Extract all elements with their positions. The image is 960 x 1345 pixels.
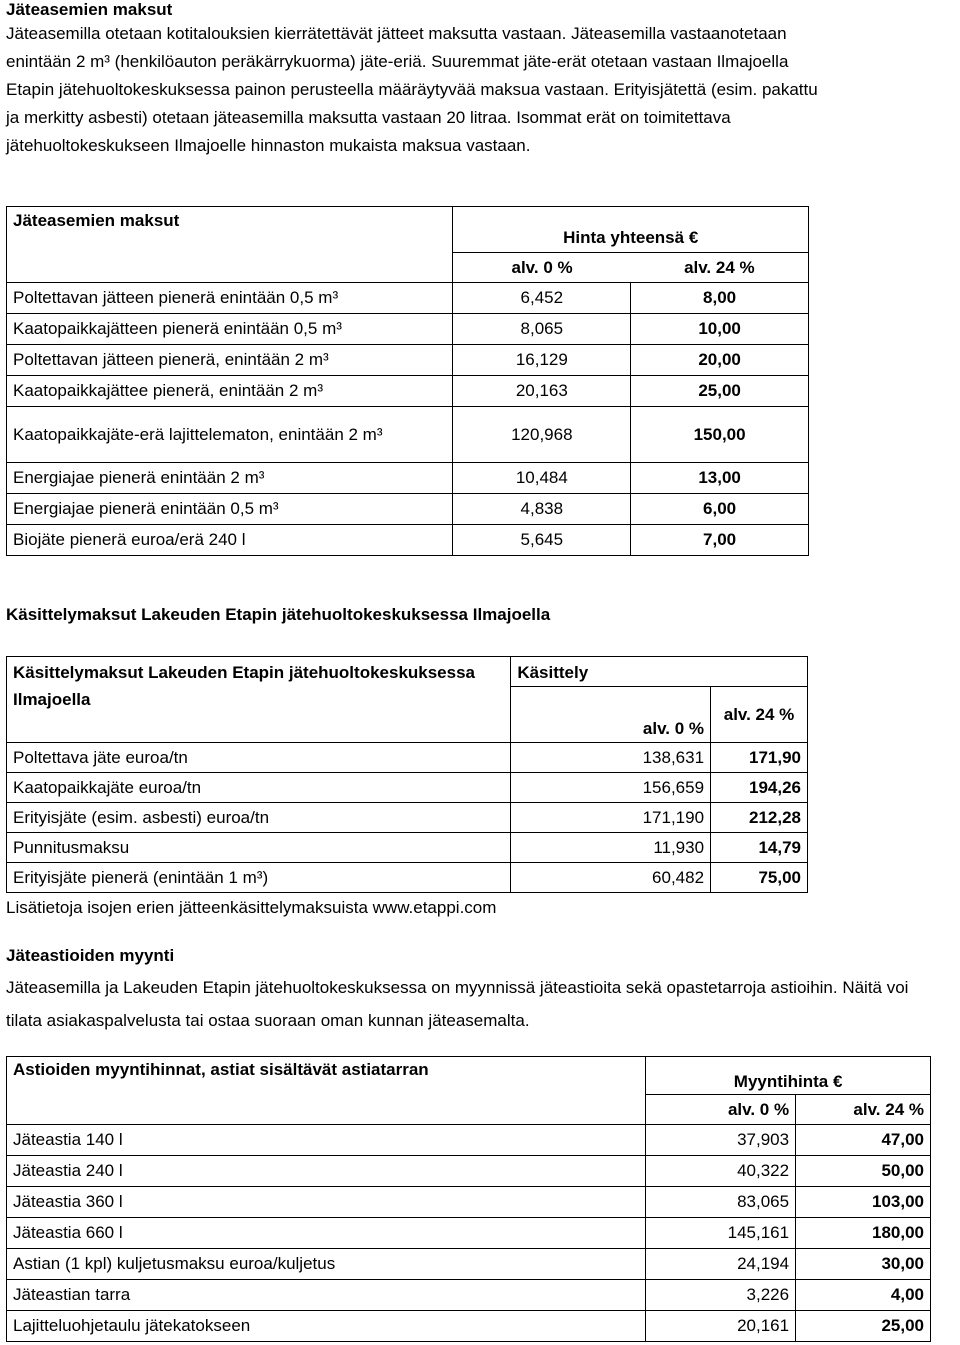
row-vat0: 20,161 [646, 1311, 796, 1342]
table-row [7, 376, 809, 407]
row-label: Biojäte pienerä euroa/erä 240 l [7, 525, 453, 556]
bin-prices-table [6, 1056, 931, 1342]
table-row [7, 743, 808, 773]
table-header-row [7, 657, 808, 687]
table-row [7, 407, 809, 463]
waste-station-fees-table [6, 206, 809, 556]
table-row [7, 1156, 931, 1187]
row-vat0: 138,631 [511, 743, 711, 773]
row-vat0: 83,065 [646, 1187, 796, 1218]
row-label: Astian (1 kpl) kuljetusmaksu euroa/kuljetus [7, 1249, 646, 1280]
row-label: Jäteastia 360 l [7, 1187, 646, 1218]
row-vat0: 171,190 [511, 803, 711, 833]
row-vat0: 11,930 [511, 833, 711, 863]
col-vat24: alv. 24 % [796, 1095, 931, 1125]
intro-paragraph [6, 20, 818, 160]
row-vat0: 20,163 [453, 376, 631, 407]
row-vat0: 5,645 [453, 525, 631, 556]
table-row [7, 283, 809, 314]
row-vat0: 40,322 [646, 1156, 796, 1187]
row-vat24: 47,00 [796, 1125, 931, 1156]
row-vat0: 145,161 [646, 1218, 796, 1249]
row-label: Energiajae pienerä enintään 0,5 m³ [7, 494, 453, 525]
table-row [7, 863, 808, 893]
intro-line: ja merkitty asbesti) otetaan jäteasemilla maksutta vastaan 20 litraa. Isommat erät on toimitettava [6, 108, 731, 127]
processing-note: Lisätietoja isojen erien jätteenkäsittelymaksuista www.etappi.com [6, 898, 497, 917]
table-row [7, 773, 808, 803]
row-label: Punnitusmaksu [7, 833, 511, 863]
row-label: Kaatopaikkajäte-erä lajittelematon, enintään 2 m³ [7, 407, 453, 463]
table-row [7, 833, 808, 863]
table-header-row [7, 1057, 931, 1095]
table-row [7, 463, 809, 494]
row-vat0: 156,659 [511, 773, 711, 803]
table-row [7, 1218, 931, 1249]
processing-header: Käsittely [511, 657, 808, 687]
section-processing-title: Käsittelymaksut Lakeuden Etapin jätehuoltokeskuksessa Ilmajoella [6, 605, 551, 624]
row-vat24: 14,79 [711, 833, 808, 863]
row-label: Jäteastia 140 l [7, 1125, 646, 1156]
row-label: Poltettava jäte euroa/tn [7, 743, 511, 773]
row-label: Poltettavan jätteen pienerä enintään 0,5 m³ [7, 283, 453, 314]
intro-title: Jäteasemien maksut [6, 0, 173, 19]
row-label: Kaatopaikkajätteen pienerä enintään 0,5 m³ [7, 314, 453, 345]
processing-fees-table [6, 656, 808, 893]
row-vat24: 50,00 [796, 1156, 931, 1187]
table-row [7, 1280, 931, 1311]
table-row [7, 1125, 931, 1156]
table-title: Käsittelymaksut Lakeuden Etapin jätehuoltokeskuksessa Ilmajoella [7, 657, 511, 743]
row-label: Energiajae pienerä enintään 2 m³ [7, 463, 453, 494]
row-label: Poltettavan jätteen pienerä, enintään 2 m³ [7, 345, 453, 376]
row-label: Kaatopaikkajättee pienerä, enintään 2 m³ [7, 376, 453, 407]
row-vat0: 60,482 [511, 863, 711, 893]
row-label: Kaatopaikkajäte euroa/tn [7, 773, 511, 803]
row-vat24: 103,00 [796, 1187, 931, 1218]
row-vat0: 16,129 [453, 345, 631, 376]
table-row [7, 314, 809, 345]
price-header: Myyntihinta € [646, 1057, 931, 1095]
section-bins-title: Jäteastioiden myynti [6, 946, 175, 965]
row-label: Erityisjäte pienerä (enintään 1 m³) [7, 863, 511, 893]
table-row [7, 1311, 931, 1342]
price-header: Hinta yhteensä € [453, 207, 809, 253]
row-vat0: 37,903 [646, 1125, 796, 1156]
row-vat0: 3,226 [646, 1280, 796, 1311]
euro-icon: € [688, 228, 699, 247]
row-vat24: 25,00 [796, 1311, 931, 1342]
row-vat24: 8,00 [631, 283, 809, 314]
row-vat0: 6,452 [453, 283, 631, 314]
row-vat24: 6,00 [631, 494, 809, 525]
table-row [7, 345, 809, 376]
table-title: Astioiden myyntihinnat, astiat sisältävät astiatarran [7, 1057, 646, 1125]
col-vat0: alv. 0 % [511, 687, 711, 743]
row-label: Lajitteluohjetaulu jätekatokseen [7, 1311, 646, 1342]
col-vat24: alv. 24 % [711, 687, 808, 743]
row-vat0: 24,194 [646, 1249, 796, 1280]
row-vat24: 212,28 [711, 803, 808, 833]
row-vat24: 7,00 [631, 525, 809, 556]
row-vat0: 8,065 [453, 314, 631, 345]
row-vat24: 30,00 [796, 1249, 931, 1280]
row-vat0: 120,968 [453, 407, 631, 463]
intro-line: Jäteasemilla otetaan kotitalouksien kierrätettävät jätteet maksutta vastaan. Jäteasemilla vastaanotetaan [6, 24, 787, 43]
row-vat24: 194,26 [711, 773, 808, 803]
col-vat0: alv. 0 % [453, 253, 631, 283]
table-row [7, 803, 808, 833]
row-label: Jäteastia 240 l [7, 1156, 646, 1187]
row-vat24: 180,00 [796, 1218, 931, 1249]
row-label: Erityisjäte (esim. asbesti) euroa/tn [7, 803, 511, 833]
row-vat24: 171,90 [711, 743, 808, 773]
row-vat24: 75,00 [711, 863, 808, 893]
table-row [7, 525, 809, 556]
col-vat0: alv. 0 % [646, 1095, 796, 1125]
row-vat24: 4,00 [796, 1280, 931, 1311]
table-row [7, 1249, 931, 1280]
row-vat0: 4,838 [453, 494, 631, 525]
table-title: Jäteasemien maksut [7, 207, 453, 283]
row-vat0: 10,484 [453, 463, 631, 494]
row-vat24: 20,00 [631, 345, 809, 376]
intro-line: enintään 2 m³ (henkilöauton peräkärrykuorma) jäte-eriä. Suuremmat jäte-erät otetaan vastaan Ilmajoella [6, 52, 789, 71]
euro-icon: € [832, 1072, 843, 1091]
table-header-row [7, 207, 809, 253]
intro-line: jätehuoltokeskukseen Ilmajoelle hinnaston mukaista maksua vastaan. [6, 136, 531, 155]
row-vat24: 25,00 [631, 376, 809, 407]
table-row [7, 1187, 931, 1218]
row-vat24: 13,00 [631, 463, 809, 494]
col-vat24: alv. 24 % [631, 253, 809, 283]
table-row [7, 494, 809, 525]
row-label: Jäteastian tarra [7, 1280, 646, 1311]
row-label: Jäteastia 660 l [7, 1218, 646, 1249]
row-vat24: 10,00 [631, 314, 809, 345]
intro-line: Etapin jätehuoltokeskuksessa painon perusteella määräytyvää maksua vastaan. Erityisjätettä (esim. pakattu [6, 80, 818, 99]
row-vat24: 150,00 [631, 407, 809, 463]
bins-paragraph: Jäteasemilla ja Lakeuden Etapin jätehuoltokeskuksessa on myynnissä jäteastioita sekä opastetarroja astioihin. Näitä voi tilata asiakaspalvelusta tai ostaa suoraan oman kunnan jäteasemalta. [6, 978, 909, 1030]
